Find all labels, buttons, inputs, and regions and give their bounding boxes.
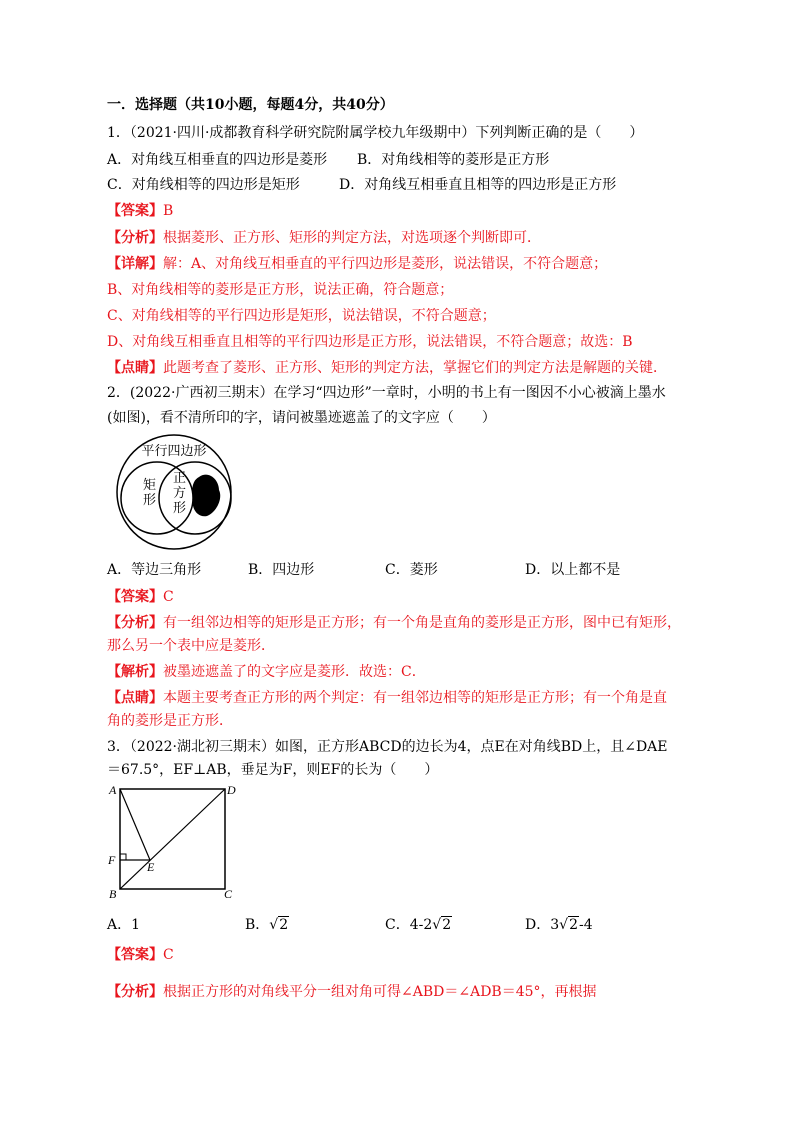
analysis-text: 根据菱形、正方形、矩形的判定方法，对选项逐个判断即可．: [163, 230, 541, 246]
q1-option-a: A．对角线互相垂直的四边形是菱形: [107, 152, 328, 168]
radicand: 2: [279, 917, 289, 933]
analysis-text: 有一组邻边相等的矩形是正方形；有一个角是直角的菱形是正方形，图中已有矩形，: [163, 615, 681, 631]
square-figure: [105, 782, 240, 902]
answer-tag: 【答案】: [107, 947, 163, 963]
solution-tag: 【解析】: [107, 664, 163, 680]
option-prefix: D．3: [525, 917, 560, 933]
q1-detail-line-d: D、对角线互相垂直且相等的平行四边形是正方形，说法错误，不符合题意；故选：B: [107, 334, 633, 350]
q2-option-c: C．菱形: [385, 562, 438, 578]
q1-detail: [107, 254, 607, 274]
q3-option-d: [525, 915, 593, 935]
q1-answer: [107, 201, 173, 221]
q1-detail-line-c: C、对角线相等的平行四边形是矩形，说法错误，不符合题意；: [107, 308, 496, 324]
q3-option-a: A．1: [107, 917, 141, 933]
left-circle-label: 矩形: [143, 477, 157, 507]
analysis-tag: 【分析】: [107, 230, 163, 246]
comment-tag: 【点睛】: [107, 360, 163, 376]
sqrt-expression: √2: [269, 917, 289, 933]
diagonal-bd: [120, 789, 225, 889]
q1-comment: [107, 358, 667, 378]
option-prefix: B．: [245, 917, 270, 933]
option-suffix: -4: [578, 917, 593, 933]
q2-analysis: [107, 613, 681, 633]
q2-solution: [107, 662, 426, 682]
middle-label: 正方形: [173, 470, 187, 515]
q2-option-b: B．四边形: [248, 562, 315, 578]
q1-analysis: [107, 228, 541, 248]
radicand: 2: [569, 917, 578, 933]
q3-analysis: [107, 982, 597, 1002]
label-c: C: [224, 887, 233, 901]
comment-text: 此题考查了菱形、正方形、矩形的判定方法，掌握它们的判定方法是解题的关键．: [163, 360, 667, 376]
comment-tag: 【点睛】: [107, 690, 163, 706]
right-angle-mark: [120, 854, 126, 860]
radicand: 2: [442, 917, 452, 933]
q2-answer: [107, 587, 174, 607]
label-d: D: [227, 783, 236, 797]
answer-value: C: [163, 947, 174, 963]
detail-text: 解：A、对角线互相垂直的平行四边形是菱形，说法错误，不符合题意；: [163, 256, 608, 272]
analysis-text: 根据正方形的对角线平分一组对角可得∠ABD＝∠ADB＝45°，再根据: [163, 984, 597, 1000]
q1-detail-line-b: B、对角线相等的菱形是正方形，说法正确，符合题意；: [107, 282, 454, 298]
ink-blot: [192, 475, 220, 517]
sqrt-expression: √2: [432, 917, 452, 933]
comment-text: 本题主要考查正方形的两个判定：有一组邻边相等的矩形是正方形；有一个角是直: [163, 690, 667, 706]
q1-option-c: C．对角线相等的四边形是矩形: [107, 177, 300, 193]
q3-answer: [107, 945, 174, 965]
q2-option-d: D．以上都不是: [525, 562, 621, 578]
analysis-tag: 【分析】: [107, 984, 163, 1000]
label-f: F: [108, 853, 116, 867]
q2-comment-line-2: 角的菱形是正方形．: [107, 713, 233, 729]
q2-comment: [107, 688, 667, 708]
q3-option-c: [385, 915, 452, 935]
answer-tag: 【答案】: [107, 203, 163, 219]
label-a: A: [109, 783, 117, 797]
sqrt-expression: √2: [559, 917, 578, 933]
q3-option-b: [245, 915, 289, 935]
question-3-stem-line-1: 3．（2022·湖北初三期末）如图，正方形ABCD的边长为4，点E在对角线BD上，且∠DAE: [107, 739, 668, 755]
q2-option-a: A．等边三角形: [107, 562, 202, 578]
question-2-stem-line-2: (如图)，看不清所印的字，请问被墨迹遮盖了的文字应（ ）: [107, 410, 496, 426]
q1-option-b: B．对角线相等的菱形是正方形: [357, 152, 550, 168]
solution-text: 被墨迹遮盖了的文字应是菱形．故选：C．: [163, 664, 426, 680]
answer-value: C: [163, 589, 174, 605]
section-header: 一．选择题（共10小题，每题4分，共40分）: [107, 97, 394, 113]
answer-tag: 【答案】: [107, 589, 163, 605]
q2-analysis-line-2: 那么另一个表中应是菱形．: [107, 638, 275, 654]
question-3-stem-line-2: ＝67.5°，EF⊥AB，垂足为F，则EF的长为（ ）: [107, 762, 439, 778]
question-2-stem-line-1: 2．(2022·广西初三期末）在学习“四边形”一章时，小明的书上有一图因不小心被滴上墨水: [107, 385, 666, 401]
detail-tag: 【详解】: [107, 256, 163, 272]
label-e: E: [147, 860, 155, 874]
segment-ae: [120, 789, 150, 860]
label-b: B: [109, 887, 117, 901]
q1-option-d: D．对角线互相垂直且相等的四边形是正方形: [339, 177, 617, 193]
option-prefix: C．4-2: [385, 917, 433, 933]
analysis-tag: 【分析】: [107, 615, 163, 631]
outer-label: 平行四边形: [141, 443, 207, 458]
answer-value: B: [163, 203, 174, 219]
question-1-stem: 1．（2021·四川·成都教育科学研究院附属学校九年级期中）下列判断正确的是（ ）: [107, 125, 644, 141]
